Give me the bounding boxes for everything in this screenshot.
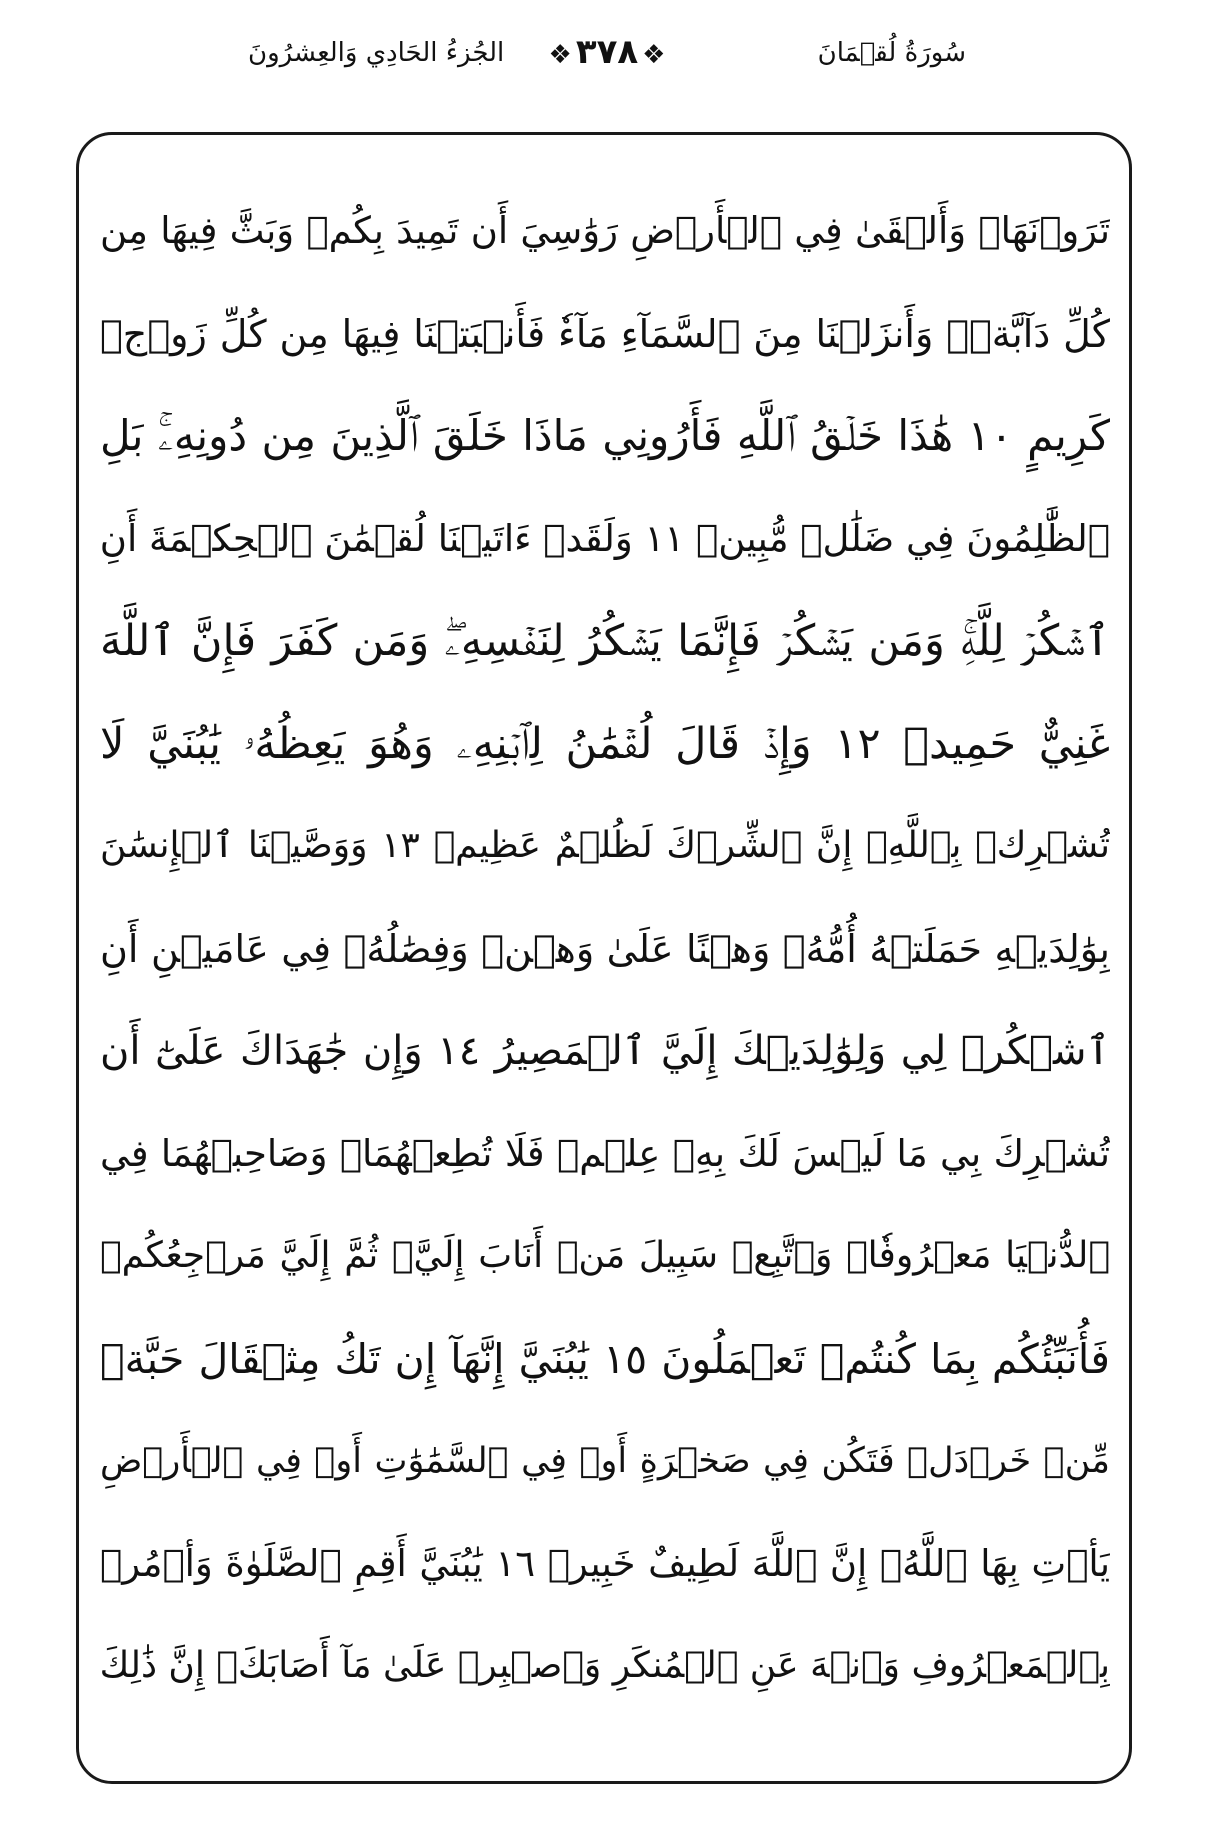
text-line-13: مِّنۡ خَرۡدَلٖ فَتَكُن فِي صَخۡرَةٍ أَوۡ فِي ٱلسَّمَٰوَٰتِ أَوۡ فِي ٱلۡأَرۡضِ <box>100 1441 1110 1481</box>
text-line-1: تَرَوۡنَهَاۖ وَأَلۡقَىٰ فِي ٱلۡأَرۡضِ رَوَٰسِيَ أَن تَمِيدَ بِكُمۡ وَبَثَّ فِيهَا مِن <box>100 209 1110 252</box>
text-line-2: كُلِّ دَآبَّةٖۚ وَأَنزَلۡنَا مِنَ ٱلسَّمَآءِ مَآءٗ فَأَنۢبَتۡنَا فِيهَا مِن كُلِّ زَوۡجٖ <box>100 311 1110 356</box>
text-line-7: تُشۡرِكۡ بِٱللَّهِۖ إِنَّ ٱلشِّرۡكَ لَظُلۡمٌ عَظِيمٞ ١٣ وَوَصَّيۡنَا ٱلۡإِنسَٰنَ <box>100 825 1110 866</box>
quran-text-body <box>100 180 1110 1718</box>
surah-name: سُورَةُ لُقۡمَانَ <box>817 38 966 68</box>
text-line-6: غَنِيٌّ حَمِيدٞ ١٢ وَإِذۡ قَالَ لُقۡمَٰنُ لِٱبۡنِهِۦ وَهُوَ يَعِظُهُۥ يَٰبُنَيَّ لَا <box>100 718 1110 769</box>
text-line-10: تُشۡرِكَ بِي مَا لَيۡسَ لَكَ بِهِۦ عِلۡمٞ فَلَا تُطِعۡهُمَاۖ وَصَاحِبۡهُمَا فِي <box>100 1131 1110 1175</box>
page-number-block <box>545 32 670 72</box>
text-line-14: يَأۡتِ بِهَا ٱللَّهُۚ إِنَّ ٱللَّهَ لَطِيفٌ خَبِيرٞ ١٦ يَٰبُنَيَّ أَقِمِ ٱلصَّلَوٰةَ وَأۡمُرۡ <box>100 1541 1110 1585</box>
text-line-4: ٱلظَّٰلِمُونَ فِي ضَلَٰلٖ مُّبِينٖ ١١ وَلَقَدۡ ءَاتَيۡنَا لُقۡمَٰنَ ٱلۡحِكۡمَةَ أَنِ <box>100 516 1110 560</box>
text-line-11: ٱلدُّنۡيَا مَعۡرُوفٗاۖ وَٱتَّبِعۡ سَبِيلَ مَنۡ أَنَابَ إِلَيَّۚ ثُمَّ إِلَيَّ مَرۡجِعُكُمۡ <box>100 1235 1110 1276</box>
text-line-12: فَأُنَبِّئُكُم بِمَا كُنتُمۡ تَعۡمَلُونَ ١٥ يَٰبُنَيَّ إِنَّهَآ إِن تَكُ مِثۡقَالَ حَبَّةٖ <box>100 1334 1110 1383</box>
page-header <box>0 30 1214 100</box>
ornament-right-icon: ❖ <box>548 40 572 70</box>
page-number: ٣٧٨ <box>575 32 639 72</box>
text-line-5: ٱشۡكُرۡ لِلَّهِۚ وَمَن يَشۡكُرۡ فَإِنَّمَا يَشۡكُرُ لِنَفۡسِهِۦۖ وَمَن كَفَرَ فَإِنَّ ٱللَّهَ <box>100 616 1110 666</box>
text-line-3: كَرِيمٍ ١٠ هَٰذَا خَلۡقُ ٱللَّهِ فَأَرُونِي مَاذَا خَلَقَ ٱلَّذِينَ مِن دُونِهِۦۚ بَلِ <box>100 411 1110 460</box>
juz-name: الجُزءُ الحَادِي وَالعِشرُونَ <box>248 38 505 68</box>
text-line-9: ٱشۡكُرۡ لِي وَلِوَٰلِدَيۡكَ إِلَيَّ ٱلۡمَصِيرُ ١٤ وَإِن جَٰهَدَاكَ عَلَىٰٓ أَن <box>100 1028 1110 1074</box>
ornament-left-icon: ❖ <box>642 40 666 70</box>
text-line-8: بِوَٰلِدَيۡهِ حَمَلَتۡهُ أُمُّهُۥ وَهۡنًا عَلَىٰ وَهۡنٖ وَفِصَٰلُهُۥ فِي عَامَيۡنِ أَنِ <box>100 926 1110 971</box>
text-line-15: بِٱلۡمَعۡرُوفِ وَٱنۡهَ عَنِ ٱلۡمُنكَرِ وَٱصۡبِرۡ عَلَىٰ مَآ أَصَابَكَۖ إِنَّ ذَٰلِكَ <box>100 1645 1110 1686</box>
